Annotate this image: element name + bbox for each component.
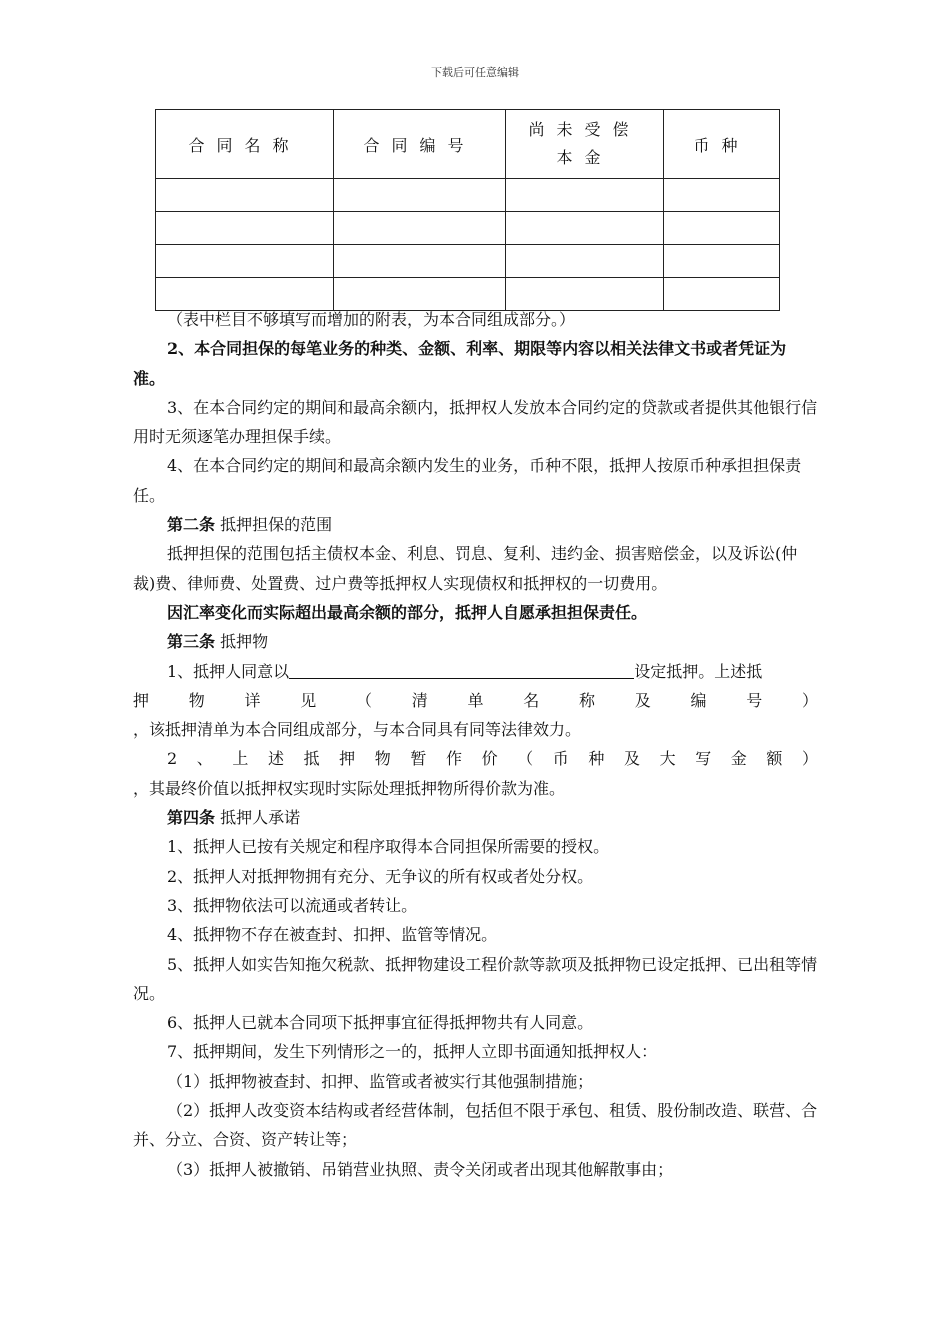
article-4-item-3: 3、抵押物依法可以流通或者转让。 bbox=[167, 895, 418, 915]
article-4-heading bbox=[133, 803, 818, 832]
table-cell[interactable] bbox=[506, 179, 664, 212]
article-3-number: 第三条 bbox=[167, 632, 216, 652]
article-4-item-7-sub-1: （1）抵押物被查封、扣押、监管或者被实行其他强制措施； bbox=[167, 1071, 594, 1091]
article-3-item-2-value: ，其最终价值以抵押权实现时实际处理抵押物所得价款为准。 bbox=[133, 778, 566, 798]
article-3-item-1-start: 1、抵押人同意以 bbox=[167, 661, 290, 681]
table-cell[interactable] bbox=[664, 212, 780, 245]
table-header-row bbox=[156, 110, 780, 179]
table-cell[interactable] bbox=[664, 179, 780, 212]
article-2-heading bbox=[133, 510, 818, 539]
article-3-collateral-list: ，该抵押清单为本合同组成部分，与本合同具有同等法律效力。 bbox=[133, 720, 582, 740]
table-cell[interactable] bbox=[334, 212, 506, 245]
article-4-item-7-sub-2: （2）抵押人改变资本结构或者经营体制，包括但不限于承包、租赁、股份制改造、联营、合并、分立、合资、资产转让等； bbox=[133, 1101, 818, 1150]
article-3-item-2: 2、上述抵押物暂作价（币种及大写金额） bbox=[167, 749, 818, 769]
header-outstanding-principal bbox=[506, 110, 664, 179]
article-3-heading bbox=[133, 627, 818, 656]
article-3-title: 抵押物 bbox=[220, 632, 269, 652]
clause-1-item-3: 3、在本合同约定的期间和最高余额内，抵押权人发放本合同约定的贷款或者提供其他银行信用时无须逐笔办理担保手续。 bbox=[133, 397, 818, 447]
table-cell[interactable] bbox=[334, 179, 506, 212]
article-4-item-2: 2、抵押人对抵押物拥有充分、无争议的所有权或者处分权。 bbox=[167, 866, 594, 886]
article-4-item-5: 5、抵押人如实告知拖欠税款、抵押物建设工程价款等款项及抵押物已设定抵押、已出租等情况。 bbox=[133, 954, 818, 1003]
table-cell[interactable] bbox=[334, 245, 506, 278]
article-2-body: 抵押担保的范围包括主债权本金、利息、罚息、复利、违约金、损害赔偿金，以及诉讼(仲裁)费、律师费、处置费、过户费等抵押权人实现债权和抵押权的一切费用。 bbox=[133, 544, 798, 593]
collateral-blank[interactable] bbox=[289, 662, 634, 679]
article-4-item-4: 4、抵押物不存在被查封、扣押、监管等情况。 bbox=[167, 925, 498, 945]
article-2-exchange-rate: 因汇率变化而实际超出最高余额的部分，抵押人自愿承担担保责任。 bbox=[167, 602, 648, 622]
article-2-number: 第二条 bbox=[167, 515, 216, 535]
clause-1-item-4: 4、在本合同约定的期间和最高余额内发生的业务，币种不限，抵押人按原币种承担担保责任。 bbox=[133, 456, 802, 505]
table-row bbox=[156, 212, 780, 245]
article-3-collateral-detail: 押物详见（清单名称及编号） bbox=[133, 690, 818, 710]
header-currency: 币种 bbox=[664, 110, 780, 179]
page-header-note: 下载后可任意编辑 bbox=[431, 66, 519, 79]
table-cell[interactable] bbox=[506, 245, 664, 278]
article-4-item-7: 7、抵押期间，发生下列情形之一的，抵押人立即书面通知抵押权人： bbox=[167, 1042, 658, 1062]
table-cell[interactable] bbox=[664, 245, 780, 278]
article-4-item-6: 6、抵押人已就本合同项下抵押事宜征得抵押物共有人同意。 bbox=[167, 1013, 594, 1033]
article-2-title: 抵押担保的范围 bbox=[220, 515, 333, 535]
article-4-item-1: 1、抵押人已按有关规定和程序取得本合同担保所需要的授权。 bbox=[167, 837, 610, 857]
contract-table bbox=[155, 109, 780, 311]
table-cell[interactable] bbox=[156, 212, 334, 245]
document-body bbox=[133, 305, 818, 1184]
header-outstanding-line2: 本金 bbox=[556, 148, 613, 167]
table-row bbox=[156, 179, 780, 212]
table-row bbox=[156, 245, 780, 278]
header-outstanding-line1: 尚未受偿 bbox=[528, 120, 641, 139]
article-4-item-7-sub-3: （3）抵押人被撤销、吊销营业执照、责令关闭或者出现其他解散事由； bbox=[167, 1159, 674, 1179]
table-footnote: （表中栏目不够填写而增加的附表，为本合同组成部分。） bbox=[167, 310, 576, 329]
article-3-item-1-end: 设定抵押。上述抵 bbox=[634, 661, 763, 681]
clause-1-item-2: 2、本合同担保的每笔业务的种类、金额、利率、期限等内容以相关法律文书或者凭证为准。 bbox=[133, 339, 787, 388]
table-cell[interactable] bbox=[156, 179, 334, 212]
header-contract-number: 合同编号 bbox=[334, 110, 506, 179]
article-4-title: 抵押人承诺 bbox=[220, 808, 301, 828]
table-cell[interactable] bbox=[506, 212, 664, 245]
article-4-number: 第四条 bbox=[167, 808, 216, 828]
article-3-item-1 bbox=[133, 657, 818, 686]
table-cell[interactable] bbox=[156, 245, 334, 278]
header-contract-name: 合同名称 bbox=[156, 110, 334, 179]
